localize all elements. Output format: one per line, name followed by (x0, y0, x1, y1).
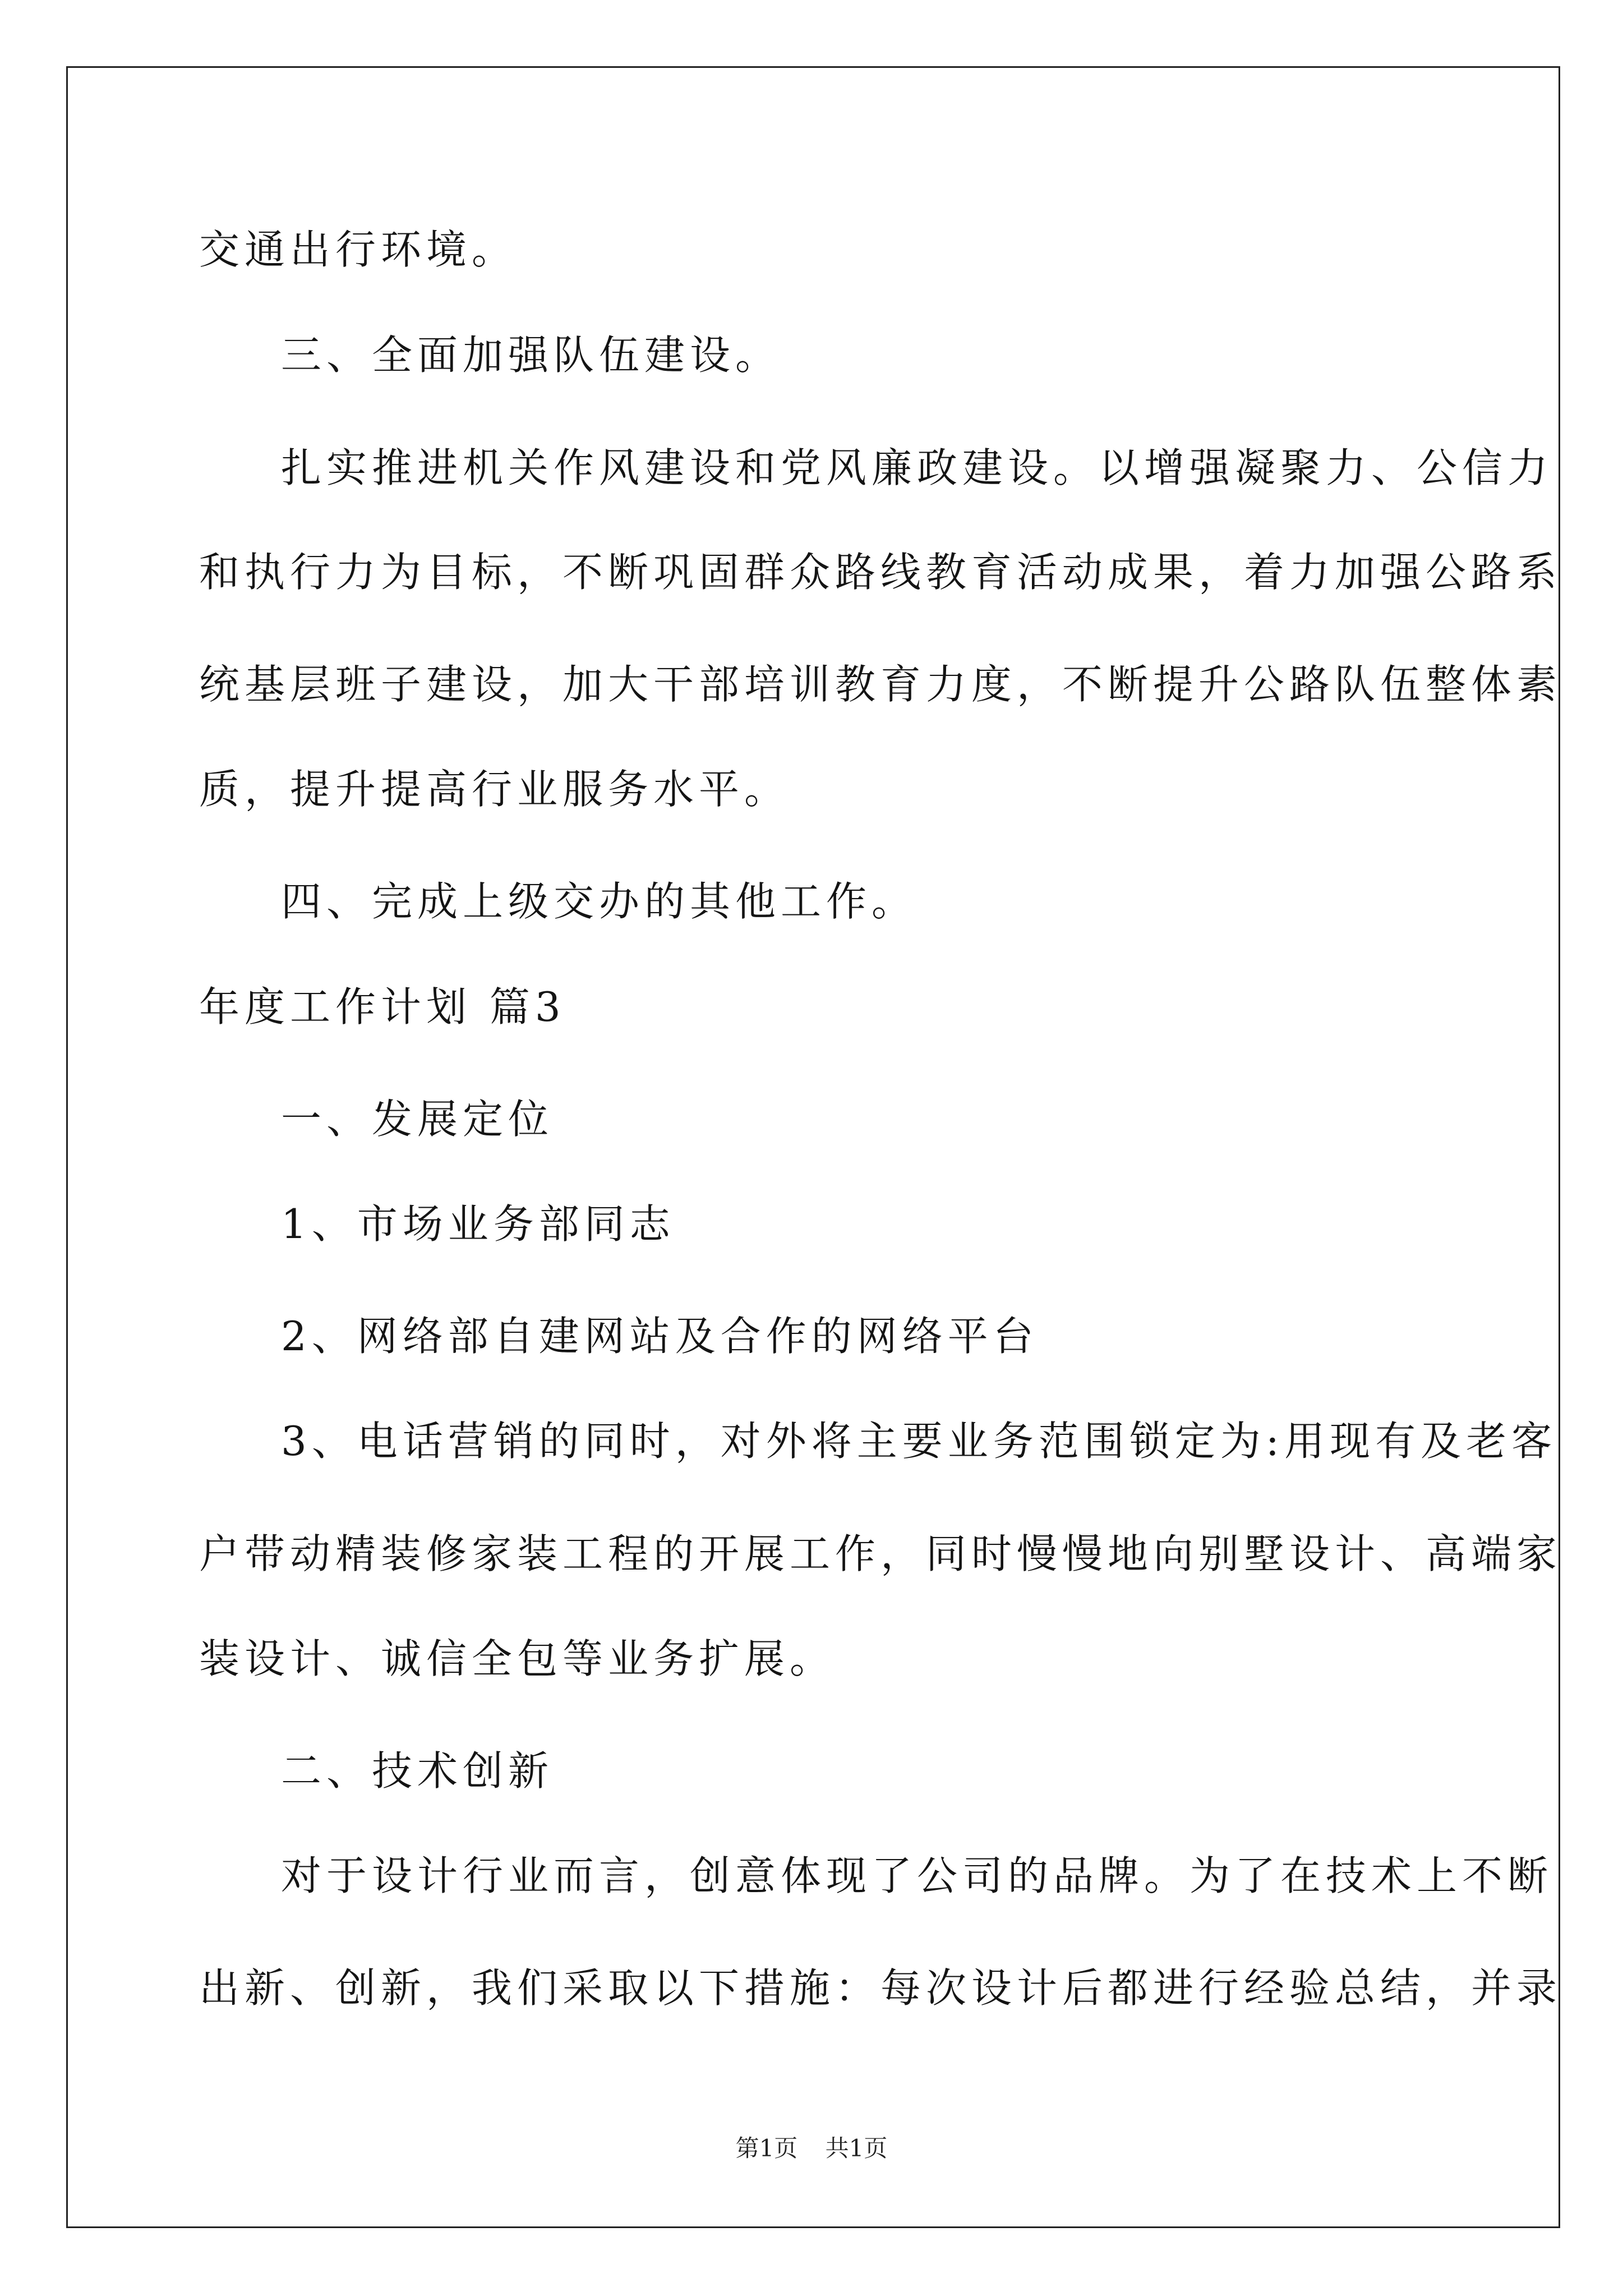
text-line: 扎实推进机关作风建设和党风廉政建设。以增强凝聚力、公信力 (281, 444, 1553, 491)
text-line: 户带动精装修家装工程的开展工作，同时慢慢地向别墅设计、高端家 (199, 1530, 1562, 1577)
section-heading: 四、完成上级交办的其他工作。 (281, 878, 917, 925)
list-item: 2、网络部自建网站及合作的网络平台 (281, 1313, 1039, 1360)
text-line: 质，提升提高行业服务水平。 (199, 766, 790, 813)
text-line: 装设计、诚信全包等业务扩展。 (199, 1635, 836, 1682)
text-line: 交通出行环境。 (199, 226, 518, 273)
section-heading: 三、全面加强队伍建设。 (281, 332, 781, 379)
list-item: 1、市场业务部同志 (281, 1200, 675, 1248)
text-line: 统基层班子建设，加大干部培训教育力度，不断提升公路队伍整体素 (199, 661, 1562, 708)
document-title: 年度工作计划 篇3 (199, 983, 566, 1030)
section-heading: 二、技术创新 (281, 1747, 554, 1795)
list-item: 3、电话营销的同时，对外将主要业务范围锁定为:用现有及老客 (281, 1418, 1557, 1465)
text-line: 对于设计行业而言，创意体现了公司的品牌。为了在技术上不断 (281, 1852, 1553, 1899)
page-total: 共1页 (825, 2134, 888, 2162)
text-line: 和执行力为目标，不断巩固群众路线教育活动成果，着力加强公路系 (199, 549, 1562, 596)
text-line: 出新、创新，我们采取以下措施：每次设计后都进行经验总结，并录 (199, 1964, 1562, 2012)
page-footer (0, 2132, 1623, 2165)
page-number: 第1页 (735, 2134, 798, 2162)
section-heading: 一、发展定位 (281, 1096, 554, 1143)
